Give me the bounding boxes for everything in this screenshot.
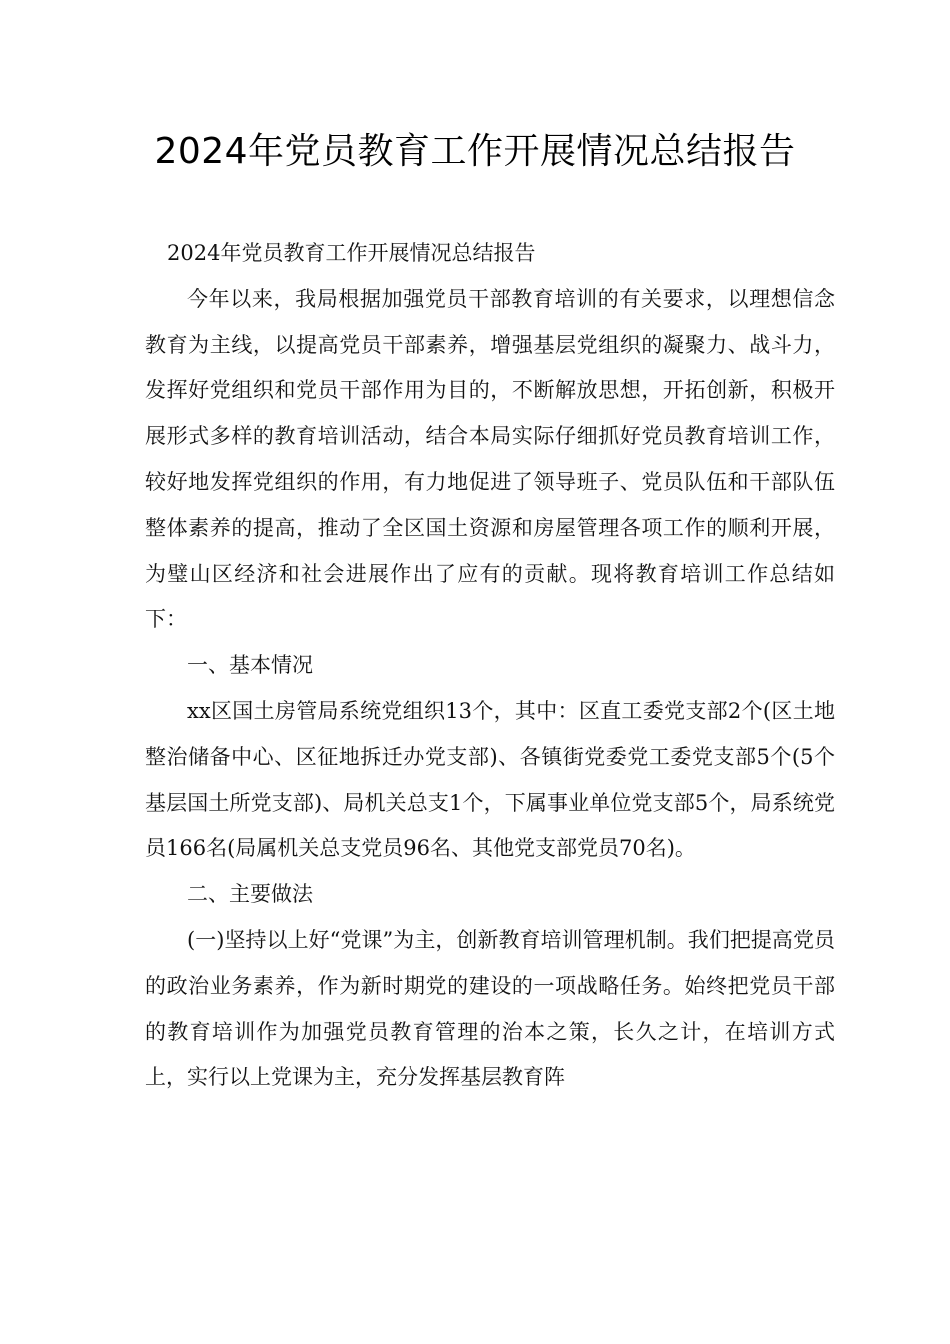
basic-situation-paragraph: xx区国土房管局系统党组织13个，其中：区直工委党支部2个(区土地整治储备中心、区征地拆迁办党支部)、各镇街党委党工委党支部5个(5个基层国土所党支部)、局机关总支1个，下属事业单位党支部5个，局系统党员166名(局属机关总支党员96名、其他党支部党员70名)。 [145,698,835,861]
intro-paragraph: 今年以来，我局根据加强党员干部教育培训的有关要求，以理想信念教育为主线，以提高党员干部素养，增强基层党组织的凝聚力、战斗力，发挥好党组织和党员干部作用为目的，不断解放思想，开拓创新，积极开展形式多样的教育培训活动，结合本局实际仔细抓好党员教育培训工作，较好地发挥党组织的作用，有力地促进了领导班子、党员队伍和干部队伍整体素养的提高，推动了全区国土资源和房屋管理各项工作的顺利开展，为璧山区经济和社会进展作出了应有的贡献。现将教育培训工作总结如下： [145,286,835,632]
section-heading-main-practices: 二、主要做法 [187,882,313,907]
document-title: 2024年党员教育工作开展情况总结报告 [154,131,796,172]
main-practices-paragraph: (一)坚持以上好“党课”为主，创新教育培训管理机制。我们把提高党员的政治业务素养，作为新时期党的建设的一项战略任务。始终把党员干部的教育培训作为加强党员教育管理的治本之策，长久之计，在培训方式上，实行以上党课为主，充分发挥基层教育阵 [145,927,835,1090]
document-body [145,231,835,1101]
document-subtitle: 2024年党员教育工作开展情况总结报告 [167,241,536,265]
section-heading-basic-situation: 一、基本情况 [187,653,313,678]
